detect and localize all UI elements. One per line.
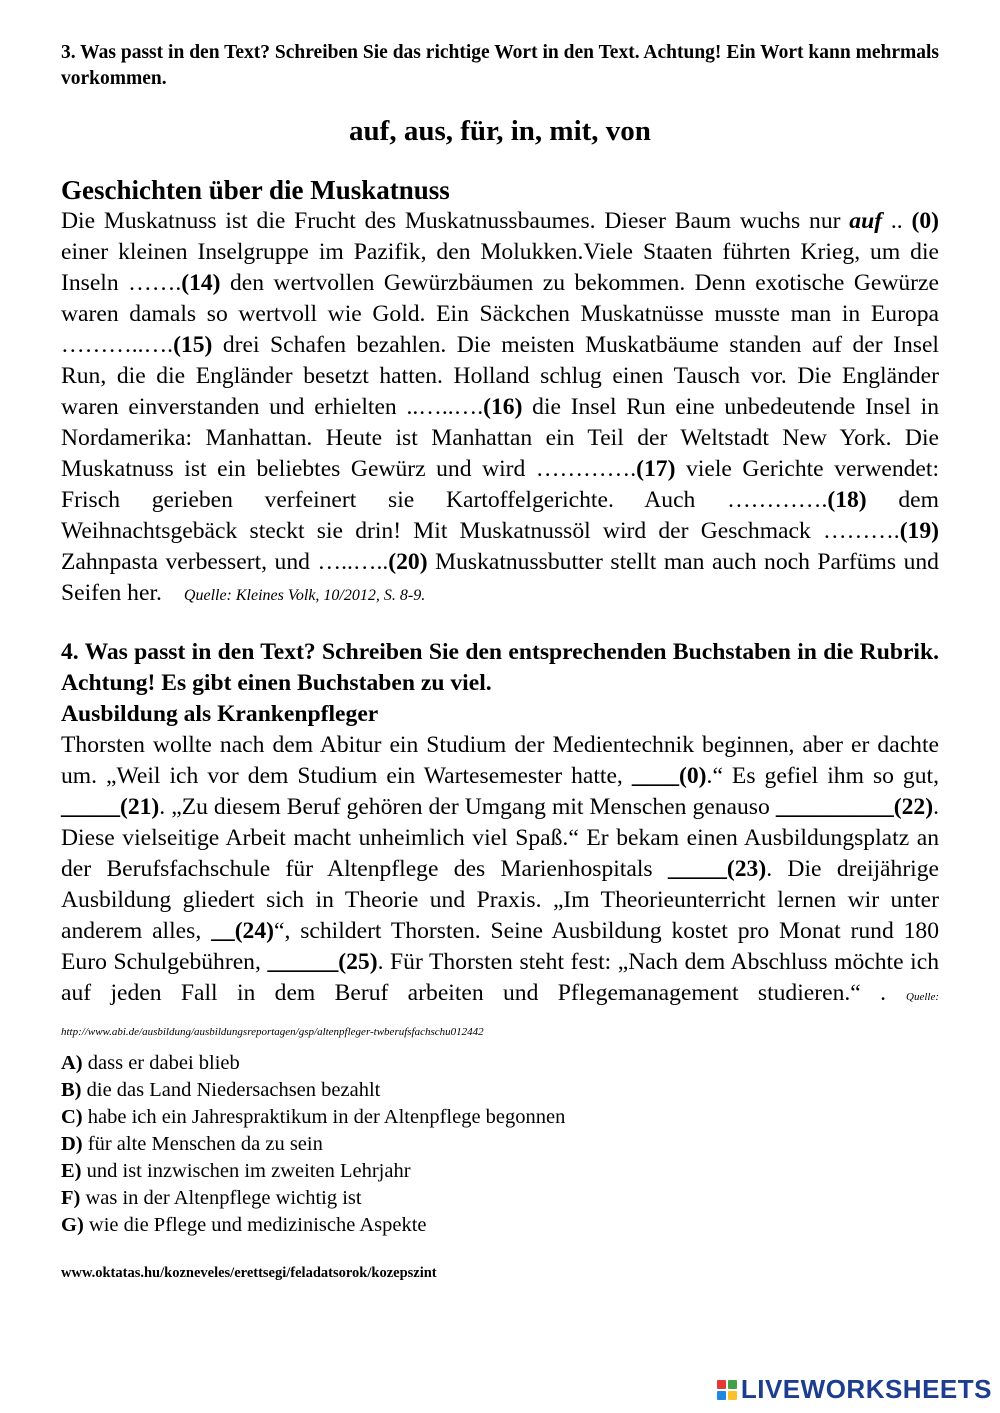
option-g: G) wie die Pflege und medizinische Aspekte xyxy=(61,1214,427,1236)
task4-source: Quelle: http://www.abi.de/ausbildung/ausbildungsreportagen/gsp/altenpfleger-twberufsfachschu012442 xyxy=(61,991,939,1038)
answer-options xyxy=(61,1050,939,1239)
liveworksheets-logo xyxy=(717,1374,992,1405)
gap-15[interactable]: (15) xyxy=(173,332,213,358)
gap-0: (0) xyxy=(911,208,939,234)
text-segment: die Insel Run eine unbedeutende Insel in Nordamerika: Manhattan. Heute ist Manhattan ein Teil der Weltstadt New York. Die Muskatnuss ist ein beliebtes Gewürz und wird …………. xyxy=(61,394,939,482)
text-segment: drei Schafen bezahlen. Die meisten Muskatbäume standen auf der Insel Run, die die Engländer besetzt hatten. Holland schlug einen Tausch vor. Die Engländer waren einverstanden und erhielten ..…..…. xyxy=(61,332,939,420)
gap-17[interactable]: (17) xyxy=(636,456,676,482)
option-b: B) die das Land Niedersachsen bezahlt xyxy=(61,1079,381,1101)
task3-instruction: 3. Was passt in den Text? Schreiben Sie das richtige Wort in den Text. Achtung! Ein Wort kann mehrmals vorkommen. xyxy=(61,42,939,89)
text-segment: . „Zu diesem Beruf gehören der Umgang mit Menschen genauso xyxy=(159,794,776,820)
example-answer: auf xyxy=(849,208,883,234)
footer-url: www.oktatas.hu/kozneveles/erettsegi/feladatsorok/kozepszint xyxy=(61,1265,437,1281)
option-c: C) habe ich ein Jahrespraktikum in der Altenpflege begonnen xyxy=(61,1106,566,1128)
gap-22[interactable]: __________(22) xyxy=(775,794,934,820)
text-segment: viele Gerichte verwendet: Frisch gerieben verfeinert sie Kartoffelgerichte. Auch …………. xyxy=(61,456,940,513)
task4-text xyxy=(61,730,939,1048)
gap-0: ____(0) xyxy=(631,763,707,789)
text-segment: Die Muskatnuss ist die Frucht des Muskatnussbaumes. Dieser Baum wuchs nur xyxy=(61,208,850,234)
gap-25[interactable]: ______(25) xyxy=(267,949,378,975)
task3-text xyxy=(61,206,939,611)
logo-text: LIVEWORKSHEETS xyxy=(740,1374,992,1404)
word-bank: auf, aus, für, in, mit, von xyxy=(349,115,651,147)
gap-20[interactable]: (20) xyxy=(388,549,428,575)
task4-instruction: 4. Was passt in den Text? Schreiben Sie den entsprechenden Buchstaben in die Rubrik. Achtung! Es gibt einen Buchstaben zu viel. xyxy=(61,639,939,696)
task3-title: Geschichten über die Muskatnuss xyxy=(61,175,450,205)
text-segment: . Diese vielseitige Arbeit macht unheimlich viel Spaß.“ Er bekam einen Ausbildungsplatz an der Berufsfachschule für Altenpflege des Marienhospitals xyxy=(61,794,939,882)
text-segment: “, schildert Thorsten. Seine Ausbildung kostet pro Monat rund 180 Euro Schulgebühren, xyxy=(61,918,940,975)
option-a: A) dass er dabei blieb xyxy=(61,1052,240,1074)
logo-square-yellow xyxy=(728,1391,737,1400)
logo-mark-icon xyxy=(717,1380,737,1400)
gap-24[interactable]: __(24) xyxy=(211,918,274,944)
text-segment: Zahnpasta verbessert, und …..….. xyxy=(61,549,389,575)
gap-18[interactable]: (18) xyxy=(827,487,867,513)
option-e: E) und ist inzwischen im zweiten Lehrjahr xyxy=(61,1160,411,1182)
option-d: D) für alte Menschen da zu sein xyxy=(61,1133,323,1155)
task3-source: Quelle: Kleines Volk, 10/2012, S. 8-9. xyxy=(183,587,426,604)
logo-square-green xyxy=(728,1380,737,1389)
text-segment: . Die dreijährige Ausbildung gliedert sich in Theorie und Praxis. „Im Theorieunterricht lernen wir unter anderem alles, xyxy=(61,856,940,944)
gap-21[interactable]: _____(21) xyxy=(61,794,160,820)
text-segment: dem Weihnachtsgebäck steckt sie drin! Mit Muskatnussöl wird der Geschmack ………. xyxy=(61,487,939,544)
task4-title: Ausbildung als Krankenpfleger xyxy=(61,701,379,727)
logo-square-red xyxy=(717,1380,726,1389)
text-segment: Muskatnussbutter stellt man auch noch Parfüms und Seifen her. xyxy=(61,549,939,606)
gap-14[interactable]: (14) xyxy=(181,270,221,296)
option-f: F) was in der Altenpflege wichtig ist xyxy=(61,1187,362,1209)
text-segment: . Für Thorsten steht fest: „Nach dem Abschluss möchte ich auf jeden Fall in dem Beruf arbeiten und Pflegemanagement studieren.“ . xyxy=(61,949,939,1006)
text-segment: Thorsten wollte nach dem Abitur ein Studium der Medientechnik beginnen, aber er dachte um. „Weil ich vor dem Studium ein Wartesemester hatte, xyxy=(61,732,939,789)
gap-19[interactable]: (19) xyxy=(899,518,939,544)
text-segment: .“ Es gefiel ihm so gut, xyxy=(706,763,939,789)
text-segment: einer kleinen Inselgruppe im Pazifik, den Molukken.Viele Staaten führten Krieg, um die Inseln ……. xyxy=(61,239,939,296)
logo-square-blue xyxy=(717,1391,726,1400)
text-segment: .. xyxy=(882,208,912,234)
worksheet-page xyxy=(61,40,939,1282)
gap-16[interactable]: (16) xyxy=(483,394,523,420)
text-segment: den wertvollen Gewürzbäumen zu bekommen. Denn exotische Gewürze waren damals so wertvoll wie Gold. Ein Säckchen Muskatnüsse musste man in Europa ………..…. xyxy=(61,270,939,358)
gap-23[interactable]: _____(23) xyxy=(667,856,767,882)
